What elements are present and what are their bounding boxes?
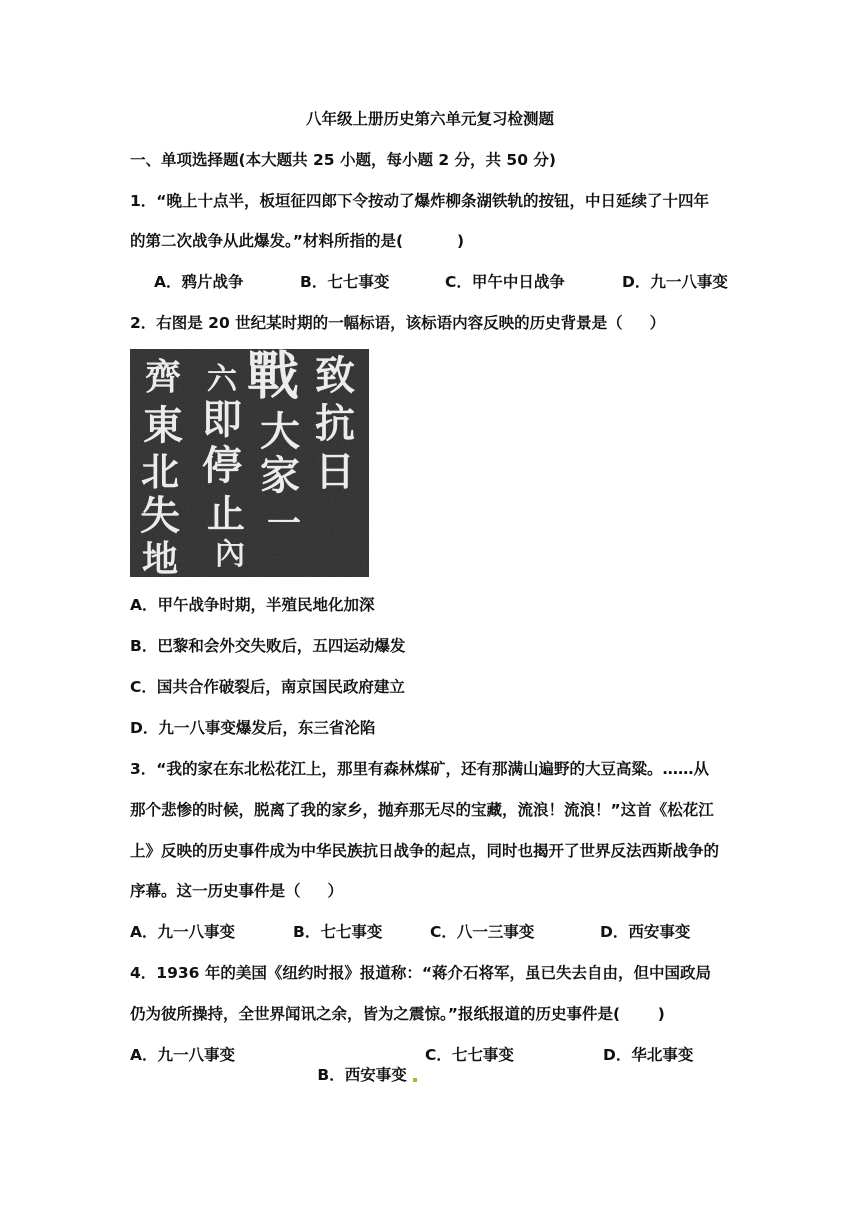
slogan-glyph: 內 [215,537,245,572]
slogan-glyph: 大 [260,408,300,455]
slogan-glyph: 止 [206,491,246,536]
question-stem-line: 仍为彼所操持，全世界闻讯之余，皆为之震惊。”报纸报道的历史事件是( ) [130,1005,665,1023]
slogan-glyph: 地 [141,538,179,577]
slogan-glyph: 日 [315,448,355,495]
section-heading: 一、单项选择题(本大题共 25 小题，每小题 2 分，共 50 分) [130,151,556,169]
slogan-photo [130,349,369,577]
option-b: B．西安事变 [317,1066,407,1084]
slogan-glyph: 即 [202,396,242,443]
option-b: B．七七事变 [300,273,390,291]
option-d: D．西安事变 [600,923,691,941]
option-b: B．巴黎和会外交失败后，五四运动爆发 [130,637,406,655]
question-stem-line: 2．右图是 20 世纪某时期的一幅标语，该标语内容反映的历史背景是（ ） [130,314,666,332]
question-stem-line: 的第二次战争从此爆发。”材料所指的是( ) [130,232,465,250]
slogan-glyph: 致 [315,352,355,399]
question-stem-line: 4．1936 年的美国《纽约时报》报道称：“蒋介石将军，虽已失去自由，但中国政局 [130,964,712,982]
option-d: D．九一八事变爆发后，东三省沦陷 [130,719,376,737]
option-c: C．国共合作破裂后，南京国民政府建立 [130,678,405,696]
option-d: D．华北事变 [603,1046,694,1064]
slogan-glyph: 戰 [246,349,300,407]
option-a: A．九一八事变 [130,923,235,941]
slogan-glyph: 北 [140,449,180,494]
slogan-glyph: 停 [202,442,242,489]
option-a: A．甲午战争时期，半殖民地化加深 [130,596,375,614]
stray-mark [413,1078,417,1082]
option-b-wrapper [285,1045,417,1105]
slogan-glyph: 失 [140,492,180,539]
question-stem-line: 那个悲惨的时候，脱离了我的家乡，抛弃那无尽的宝藏，流浪！流浪！”这首《松花江 [130,801,714,819]
question-stem-line: 序幕。这一历史事件是（ ） [130,882,343,900]
option-d: D．九一八事变 [622,273,728,291]
slogan-photo-graphic [130,349,369,577]
slogan-glyph: 一 [267,504,301,544]
question-stem-line: 上》反映的历史事件成为中华民族抗日战争的起点，同时也揭开了世界反法西斯战争的 [130,842,720,860]
slogan-glyph: 抗 [315,400,355,447]
question-stem-line: 3．“我的家在东北松花江上，那里有森林煤矿，还有那满山遍野的大豆高粱。……从 [130,760,709,778]
option-b: B．七七事变 [293,923,383,941]
page-title: 八年级上册历史第六单元复习检测题 [305,110,554,128]
option-c: C．八一三事变 [430,923,535,941]
slogan-glyph: 六 [207,362,237,397]
option-c: C．七七事变 [425,1046,514,1064]
option-a: A．九一八事变 [130,1046,235,1064]
question-stem-line: 1．“晚上十点半，板垣征四郎下令按动了爆炸柳条湖铁轨的按钮，中日延续了十四年 [130,192,709,210]
option-a: A．鸦片战争 [154,273,244,291]
slogan-glyph: 家 [260,452,300,499]
slogan-glyph: 東 [143,402,183,449]
slogan-glyph: 齊 [144,356,182,398]
option-c: C．甲午中日战争 [445,273,565,291]
